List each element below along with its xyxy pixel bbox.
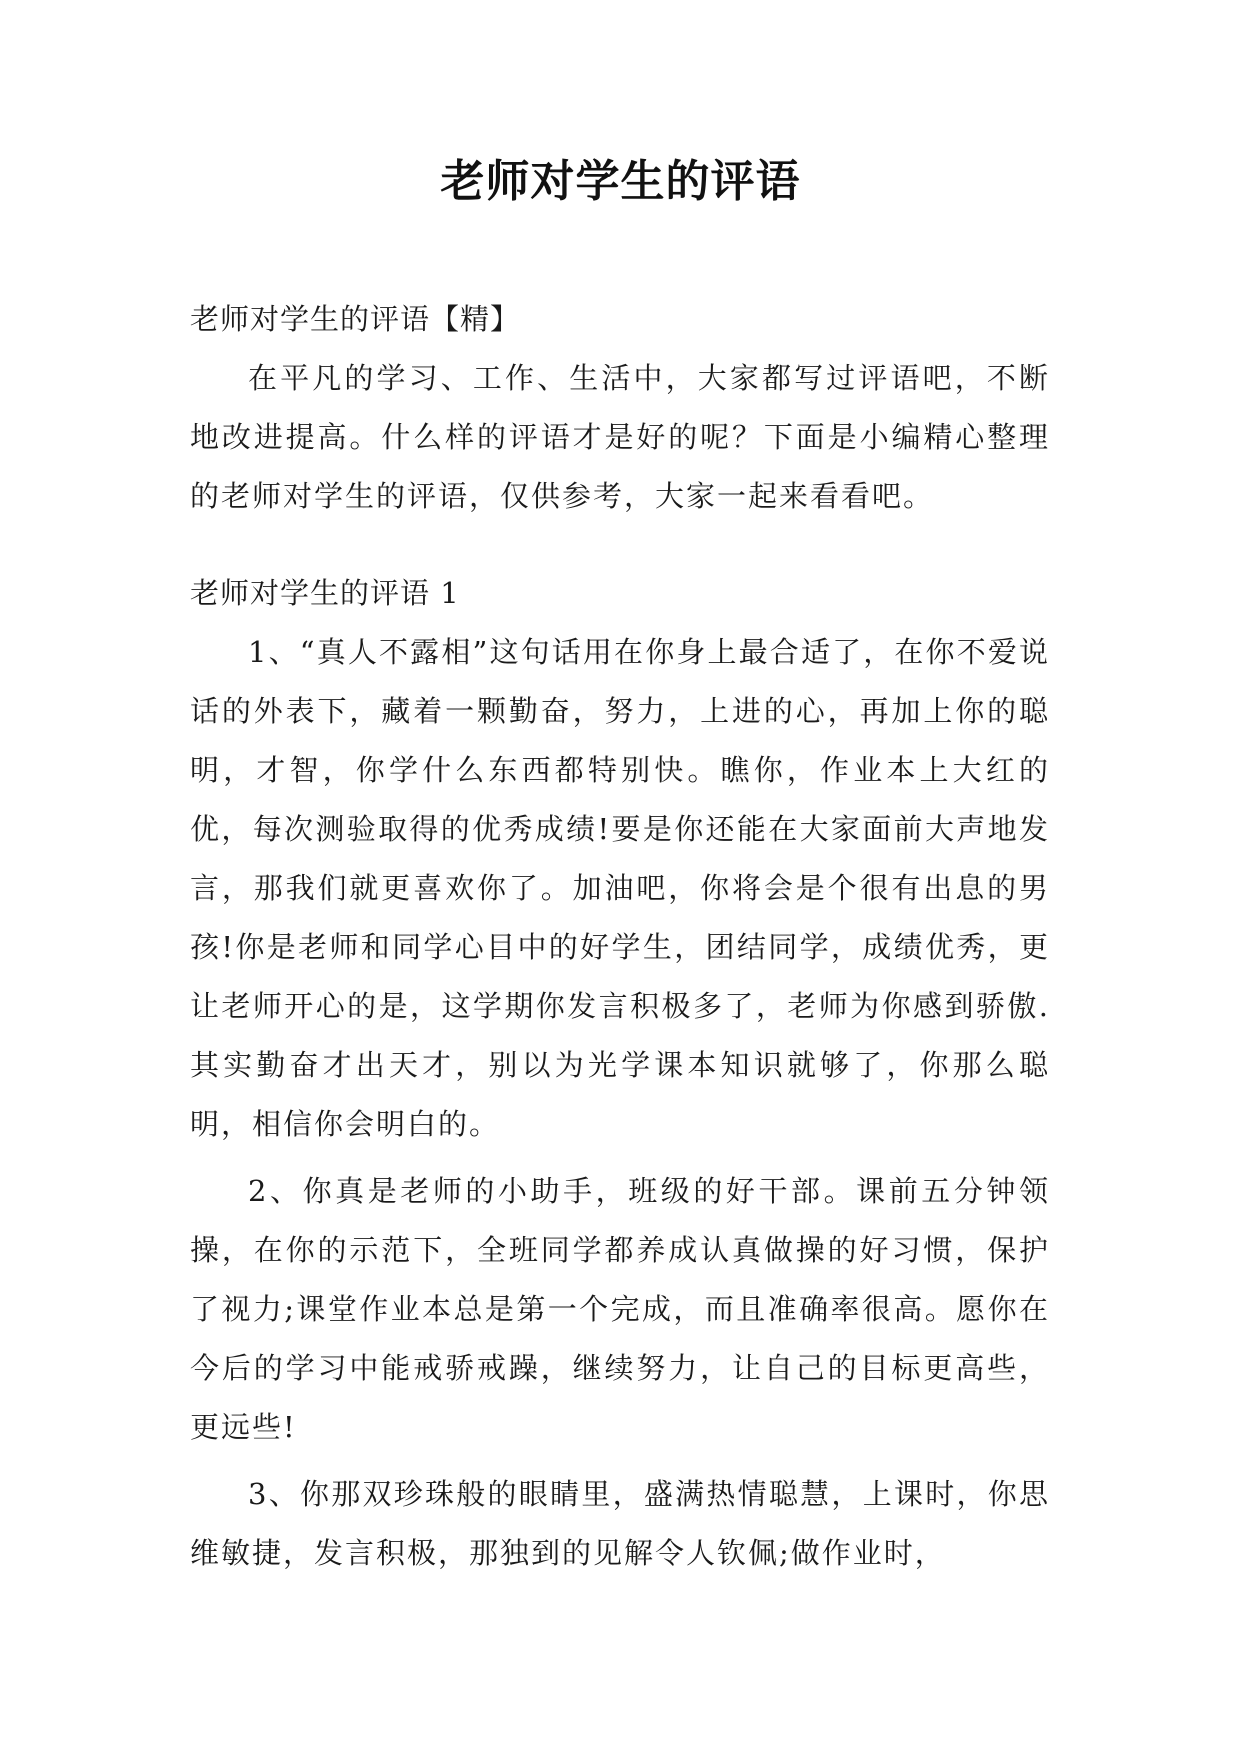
comment-paragraph-3: 3、你那双珍珠般的眼睛里，盛满热情聪慧，上课时，你思维敏捷，发言积极，那独到的见解令人钦佩;做作业时， <box>190 1477 1050 1570</box>
section-heading: 老师对学生的评语 1 <box>190 576 460 610</box>
paragraph-spacer <box>190 1154 1050 1162</box>
paragraph-spacer <box>190 1457 1050 1465</box>
intro-paragraph: 在平凡的学习、工作、生活中，大家都写过评语吧，不断地改进提高。什么样的评语才是好的呢？下面是小编精心整理的老师对学生的评语，仅供参考，大家一起来看看吧。 <box>190 361 1050 513</box>
document-subtitle: 老师对学生的评语【精】 <box>190 302 521 336</box>
comment-paragraph-1: 1、“真人不露相”这句话用在你身上最合适了，在你不爱说话的外表下，藏着一颗勤奋，努力，上进的心，再加上你的聪明，才智，你学什么东西都特别快。瞧你，作业本上大红的优，每次测验取得的优秀成绩!要是你还能在大家面前大声地发言，那我们就更喜欢你了。加油吧，你将会是个很有出息的男孩!你是老师和同学心目中的好学生，团结同学，成绩优秀，更让老师开心的是，这学期你发言积极多了，老师为你感到骄傲.其实勤奋才出天才，别以为光学课本知识就够了，你那么聪明，相信你会明白的。 <box>190 635 1050 1141</box>
comment-paragraph-2: 2、你真是老师的小助手，班级的好干部。课前五分钟领操，在你的示范下，全班同学都养成认真做操的好习惯，保护了视力;课堂作业本总是第一个完成，而且准确率很高。愿你在今后的学习中能戒骄戒躁，继续努力，让自己的目标更高些，更远些! <box>190 1174 1050 1444</box>
document-body <box>190 290 1050 1583</box>
document-title: 老师对学生的评语 <box>440 156 801 207</box>
section-spacer <box>190 526 1050 564</box>
